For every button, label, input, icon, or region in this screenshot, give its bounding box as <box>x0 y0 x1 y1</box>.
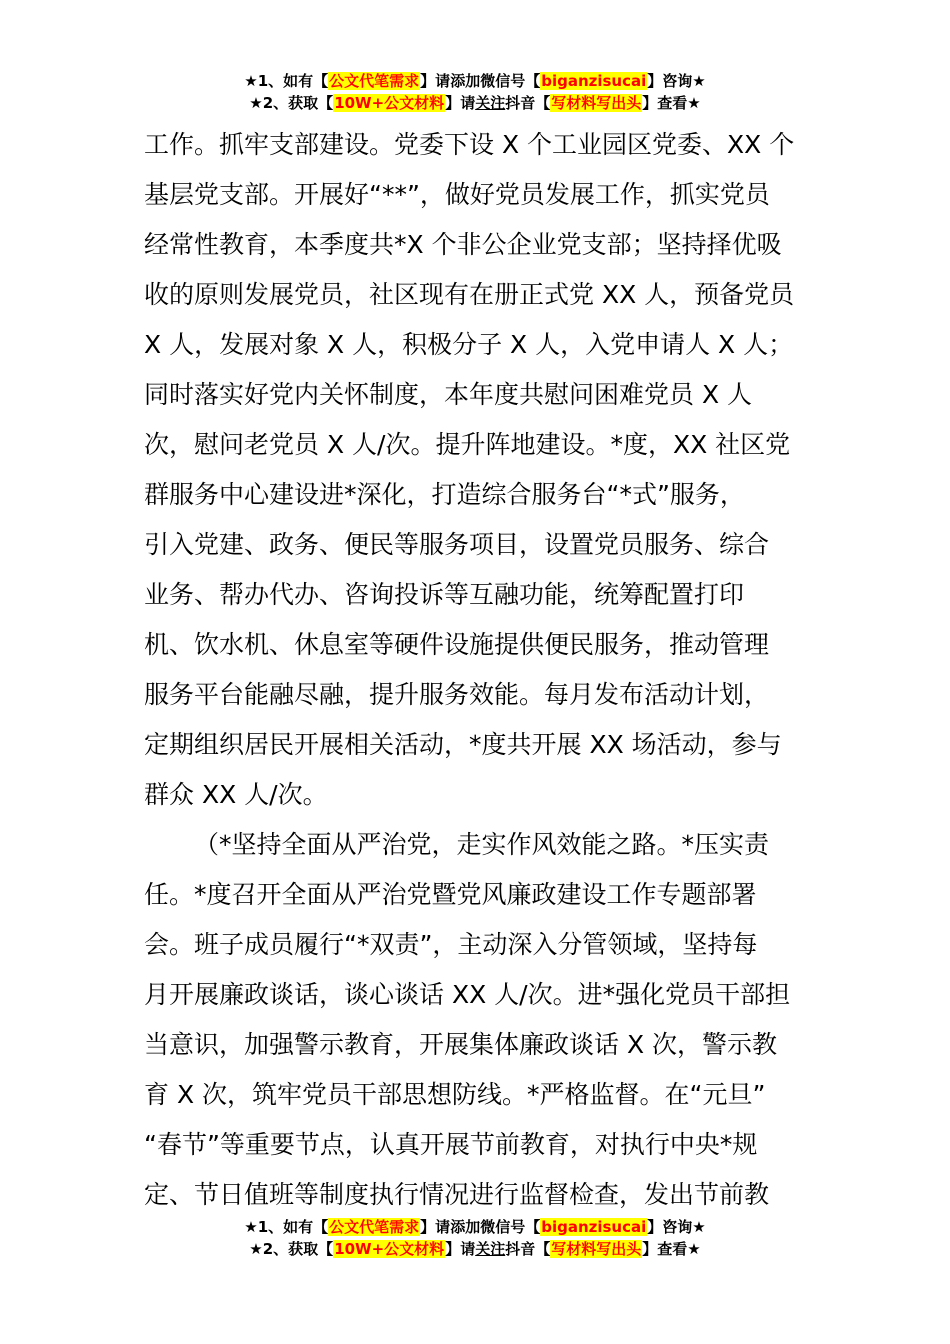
text-line: X 人，发展对象 X 人，积极分子 X 人，入党申请人 X 人； <box>144 330 794 359</box>
text-line: 会。班子成员履行“*双责”，主动深入分管领域，坚持每 <box>144 930 758 959</box>
banner-line-2 <box>0 92 950 114</box>
text-line: 育 X 次，筑牢党员干部思想防线。*严格监督。在“元旦” <box>144 1080 766 1109</box>
banner-highlight: 10W+公文材料 <box>334 1240 445 1258</box>
text-line: 机、饮水机、休息室等硬件设施提供便民服务，推动管理 <box>144 630 770 659</box>
text-line: 定、节日值班等制度执行情况进行监督检查，发出节前教 <box>144 1180 770 1209</box>
text-line: 经常性教育，本季度共*X 个非公企业党支部；坚持择优吸 <box>144 230 782 259</box>
text-line: （*坚持全面从严治党，走实作风效能之路。*压实责 <box>194 830 770 859</box>
banner-wechat-id: biganzisucai <box>541 1218 647 1236</box>
banner-text: 】请 <box>420 1218 451 1236</box>
banner-line-2 <box>0 1238 950 1260</box>
text-line: 定期组织居民开展相关活动，*度共开展 XX 场活动，参与 <box>144 730 782 759</box>
text-line: 同时落实好党内关怀制度，本年度共慰问困难党员 X 人 <box>144 380 753 409</box>
footer-banner <box>0 1216 950 1260</box>
text-line: 收的原则发展党员，社区现有在册正式党 XX 人，预备党员 <box>144 280 795 309</box>
banner-text: 】咨询★ <box>647 72 706 90</box>
text-line: 任。*度召开全面从严治党暨党风廉政建设工作专题部署 <box>144 880 757 909</box>
banner-highlight: 公文代笔需求 <box>329 1218 420 1236</box>
text-line: 服务平台能融尽融，提升服务效能。每月发布活动计划， <box>144 680 770 709</box>
banner-text: 抖音【 <box>505 1240 551 1258</box>
banner-emphasis: 添加 <box>450 72 481 90</box>
banner-text: 】查看★ <box>642 1240 701 1258</box>
banner-emphasis: 关注 <box>475 94 506 112</box>
document-body <box>144 120 808 1220</box>
banner-text: 】请 <box>445 1240 476 1258</box>
banner-emphasis: 添加 <box>450 1218 481 1236</box>
banner-wechat-id: biganzisucai <box>541 72 647 90</box>
banner-emphasis: 关注 <box>475 1240 506 1258</box>
text-line: 工作。抓牢支部建设。党委下设 X 个工业园区党委、XX 个 <box>144 130 795 159</box>
text-line: 当意识，加强警示教育，开展集体廉政谈话 X 次，警示教 <box>144 1030 778 1059</box>
banner-text: ★1、如有【 <box>244 1218 329 1236</box>
banner-text: 】咨询★ <box>647 1218 706 1236</box>
text-line: 业务、帮办代办、咨询投诉等互融功能，统筹配置打印 <box>144 580 745 609</box>
text-line: 基层党支部。开展好“**”，做好党员发展工作，抓实党员 <box>144 180 770 209</box>
banner-line-1 <box>0 1216 950 1238</box>
banner-highlight: 公文代笔需求 <box>329 72 420 90</box>
text-line: 次，慰问老党员 X 人/次。提升阵地建设。*度，XX 社区党 <box>144 430 791 459</box>
banner-text: 】查看★ <box>642 94 701 112</box>
text-line: 群众 XX 人/次。 <box>144 780 328 809</box>
banner-text: 微信号【 <box>480 1218 541 1236</box>
paragraph-1 <box>144 120 808 820</box>
banner-text: 抖音【 <box>505 94 551 112</box>
text-line: “春节”等重要节点，认真开展节前教育，对执行中央*规 <box>144 1130 758 1159</box>
banner-text: ★2、获取【 <box>249 94 334 112</box>
header-banner <box>0 70 950 114</box>
text-line: 月开展廉政谈话，谈心谈话 XX 人/次。进*强化党员干部担 <box>144 980 791 1009</box>
banner-text: 】请 <box>420 72 451 90</box>
banner-line-1 <box>0 70 950 92</box>
banner-text: 】请 <box>445 94 476 112</box>
banner-text: ★2、获取【 <box>249 1240 334 1258</box>
banner-douyin-id: 写材料写出头 <box>551 94 642 112</box>
banner-text: 微信号【 <box>480 72 541 90</box>
paragraph-2 <box>144 820 808 1220</box>
text-line: 群服务中心建设进*深化，打造综合服务台“*式”服务， <box>144 480 745 509</box>
banner-text: ★1、如有【 <box>244 72 329 90</box>
text-line: 引入党建、政务、便民等服务项目，设置党员服务、综合 <box>144 530 770 559</box>
banner-douyin-id: 写材料写出头 <box>551 1240 642 1258</box>
banner-highlight: 10W+公文材料 <box>334 94 445 112</box>
